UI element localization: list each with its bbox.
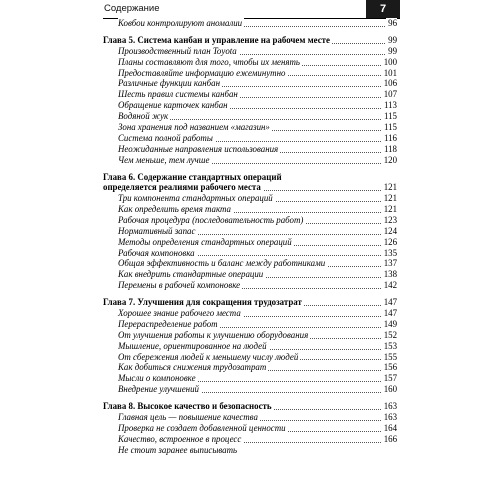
toc-entry: Качество, встроенное в процесс 166 <box>118 433 397 444</box>
toc-entry: Перемены в рабочей компоновке 142 <box>118 280 397 291</box>
table-of-contents <box>103 18 397 456</box>
toc-entry: Нормативный запас 124 <box>118 225 397 236</box>
toc-entry: Планы составляют для того, чтобы их менять 100 <box>118 56 397 67</box>
toc-entry: Неожиданные направления использования 118 <box>118 143 397 154</box>
toc-entry: Мышление, ориентированное на людей 153 <box>118 340 397 351</box>
toc-entry: Общая эффективность и баланс между работниками 137 <box>118 258 397 269</box>
toc-entry: Зона хранения под названием «магазин» 115 <box>118 122 397 133</box>
toc-entry: Как определить время такта 121 <box>118 203 397 214</box>
toc-entry: Не стоит заранее выписывать <box>118 444 238 455</box>
toc-entry: Внедрение улучшений 160 <box>118 384 397 395</box>
toc-entry: Перераспределение работ 149 <box>118 318 397 329</box>
toc-entry: Производственный план Toyota 99 <box>118 45 397 56</box>
chapter-heading: Глава 5. Система канбан и управление на рабочем месте 99 <box>103 34 397 45</box>
page-number: 7 <box>366 0 400 18</box>
toc-entry: Различные функции канбан 106 <box>118 78 397 89</box>
toc-entry: Мысли о компоновке 157 <box>118 373 397 384</box>
chapter-heading: Глава 8. Высокое качество и безопасность 163 <box>103 401 397 412</box>
toc-entry: От улучшения работы к улучшению оборудования 152 <box>118 329 397 340</box>
toc-entry: Методы определения стандартных операций 126 <box>118 236 397 247</box>
toc-entry: Ковбои контролируют аномалии 96 <box>118 18 397 28</box>
toc-entry: Обращение карточек канбан 113 <box>118 100 397 111</box>
toc-entry: Хорошее знание рабочего места 147 <box>118 307 397 318</box>
running-header <box>103 0 400 19</box>
section-title: Содержание <box>104 3 160 14</box>
toc-entry: Водяной жук 115 <box>118 111 397 122</box>
toc-entry: Проверка не создает добавленной ценности 164 <box>118 422 397 433</box>
chapter-heading-continued: определяется реалиями рабочего места 121 <box>103 182 397 193</box>
toc-entry: От сбережения людей к меньшему числу людей 155 <box>118 351 397 362</box>
toc-entry: Как добиться снижения трудозатрат 156 <box>118 362 397 373</box>
toc-entry: Предоставляйте информацию ежеминутно 101 <box>118 67 397 78</box>
chapter-heading: Глава 7. Улучшения для сокращения трудозатрат 147 <box>103 297 397 308</box>
chapter-heading: Глава 6. Содержание стандартных операций <box>103 171 282 182</box>
toc-entry: Рабочая компоновка 135 <box>118 247 397 258</box>
toc-entry: Рабочая процедура (последовательность работ) 123 <box>118 214 397 225</box>
toc-entry: Шесть правил системы канбан 107 <box>118 89 397 100</box>
toc-entry: Как внедрить стандартные операции 138 <box>118 269 397 280</box>
toc-entry: Три компонента стандартных операций 121 <box>118 193 397 204</box>
toc-entry: Чем меньше, тем лучше 120 <box>118 154 397 165</box>
toc-entry: Система полной работы 116 <box>118 132 397 143</box>
toc-entry: Главная цель — повышение качества 163 <box>118 411 397 422</box>
